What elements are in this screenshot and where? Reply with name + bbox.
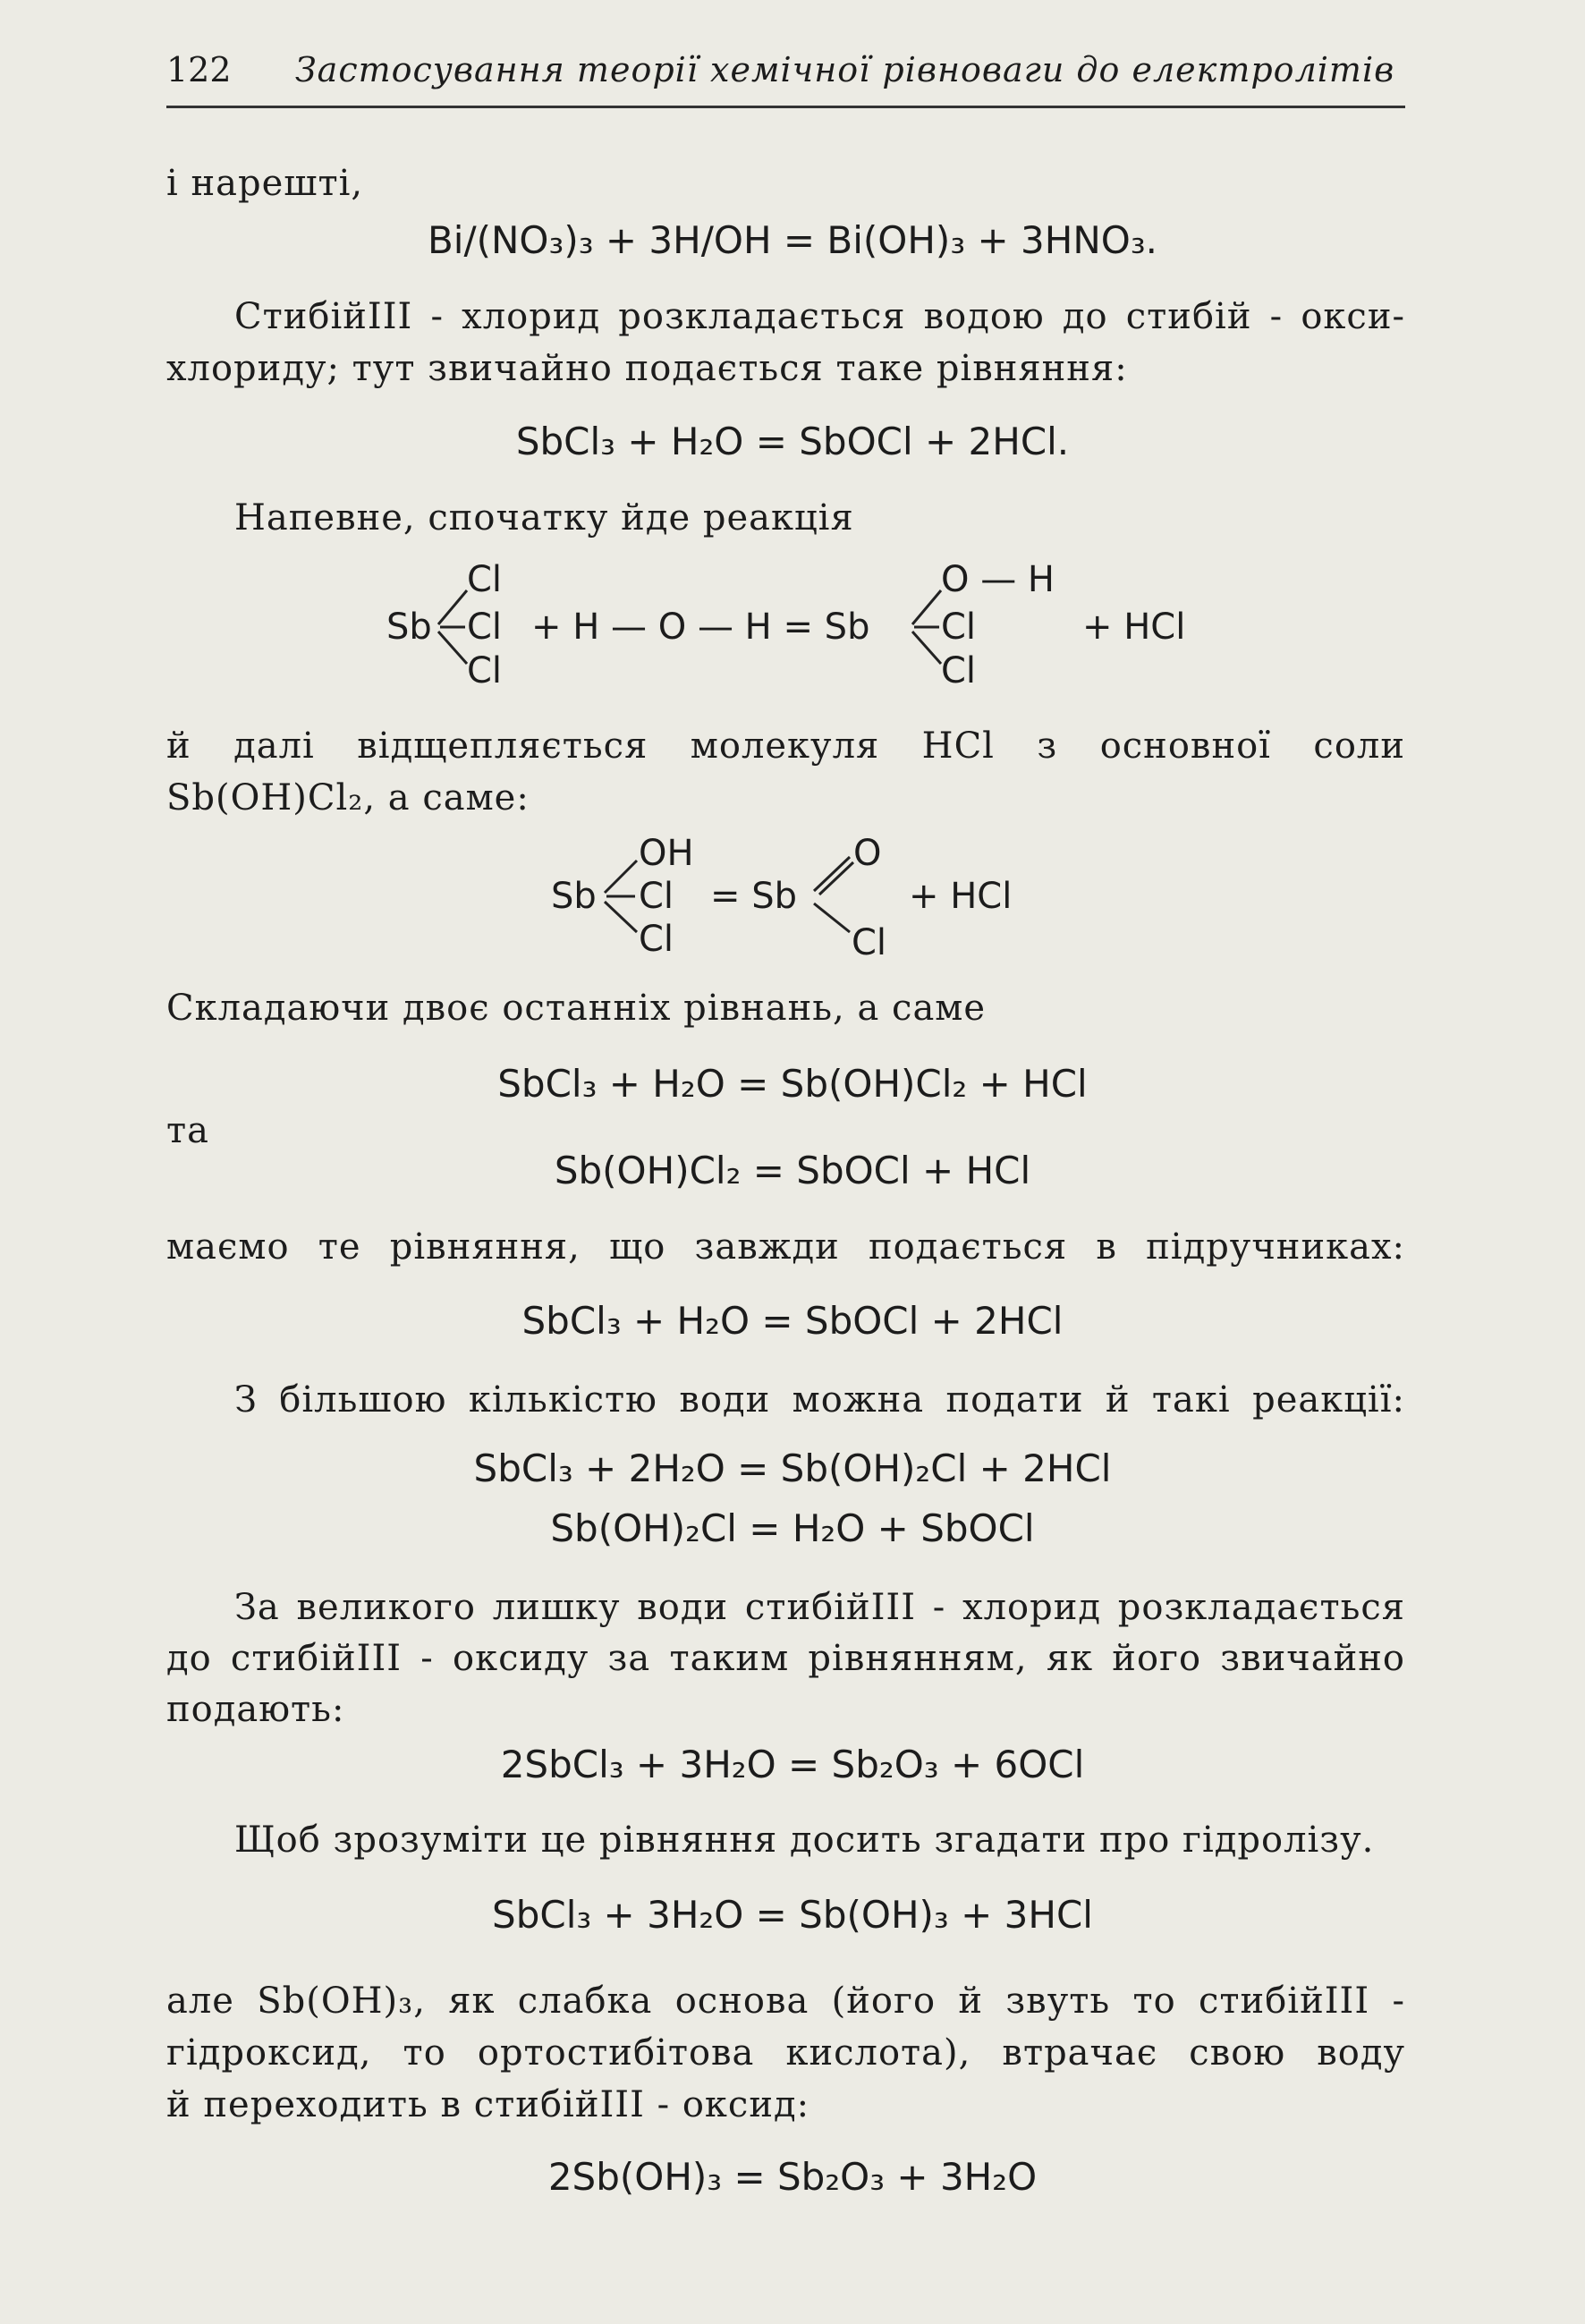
equation-10: 2Sb(OH)₃ = Sb₂O₃ + 3H₂O (547, 2155, 1038, 2199)
s1-cl-mid-left: Cl (467, 606, 503, 648)
s1-tail: + HCl (1082, 606, 1186, 648)
equation-8: 2SbCl₃ + 3H₂O = Sb₂O₃ + 6OCl (500, 1743, 1085, 1786)
s2-cl-bot-right: Cl (852, 922, 887, 963)
equation-1: Bi/(NO₃)₃ + 3H/OH = Bi(OH)₃ + 3HNO₃. (427, 218, 1158, 262)
s1-cl-bot-right: Cl (941, 650, 977, 691)
text-line-1: і нарешті, (166, 163, 364, 204)
s1-cl-top-left: Cl (467, 559, 503, 600)
text-line-6: Sb(OH)Cl₂, а саме: (166, 777, 530, 818)
s2-mid-eq: = Sb (710, 876, 798, 917)
text-line-10: З більшою кількістю води можна подати й такі реакції: (234, 1379, 1405, 1421)
text-line-16: гідроксид, то ортостибітова кислота), втрачає свою воду (166, 2032, 1405, 2074)
s1-sb-left: Sb (386, 606, 432, 648)
text-line-13: подають: (166, 1689, 345, 1730)
equation-6: SbCl₃ + 2H₂O = Sb(OH)₂Cl + 2HCl (473, 1446, 1112, 1490)
s1-cl-bot-left: Cl (467, 650, 503, 691)
running-title: Застосування теорії хемічної рівноваги до електролітів (295, 50, 1395, 89)
s2-sb-left: Sb (551, 876, 597, 917)
text-line-15: але Sb(OH)₃, як слабка основа (його й звуть то стибійIII - (166, 1980, 1405, 2022)
equation-5: SbCl₃ + H₂O = SbOCl + 2HCl (521, 1299, 1064, 1343)
equation-2: SbCl₃ + H₂O = SbOCl + 2HCl. (515, 420, 1070, 463)
text-line-17: й переходить в стибійIII - оксид: (166, 2084, 810, 2125)
s2-tail: + HCl (909, 876, 1013, 917)
s1-mid-chain: + H — O — H = Sb (531, 606, 870, 648)
equation-4: Sb(OH)Cl₂ = SbOCl + HCl (554, 1149, 1031, 1192)
s1-oh-top-right: O — H (941, 559, 1055, 600)
text-line-11: За великого лишку води стибійIII - хлорид розкладається (234, 1587, 1405, 1628)
text-line-7: Складаючи двоє останніх рівнань, а саме (166, 988, 987, 1029)
text-line-5: й далі відщепляється молекуля HCl з основної соли (166, 725, 1405, 767)
s2-oh-top-left: OH (639, 833, 694, 874)
equation-9: SbCl₃ + 3H₂O = Sb(OH)₃ + 3HCl (492, 1893, 1093, 1937)
text-line-14: Щоб зрозуміти це рівняння досить згадати про гідролізу. (234, 1819, 1375, 1861)
equation-3: SbCl₃ + H₂O = Sb(OH)Cl₂ + HCl (497, 1062, 1088, 1106)
text-line-8: та (166, 1110, 209, 1151)
text-line-12: до стибійIII - оксиду за таким рівнянням, як його звичайно (166, 1638, 1405, 1679)
s2-cl-mid-left: Cl (639, 876, 674, 917)
s2-bond-lines (0, 0, 1585, 984)
s2-cl-bot-left: Cl (639, 919, 674, 960)
text-line-2: СтибійIII - хлорид розкладається водою до стибій - окси- (234, 296, 1405, 337)
text-line-3: хлориду; тут звичайно подається таке рівняння: (166, 348, 1128, 389)
text-line-9: маємо те рівняння, що завжди подається в підручниках: (166, 1226, 1405, 1268)
s1-cl-mid-right: Cl (941, 606, 977, 648)
s2-o-top-right: O (853, 833, 882, 874)
page-number: 122 (166, 50, 232, 89)
equation-7: Sb(OH)₂Cl = H₂O + SbOCl (550, 1506, 1035, 1550)
text-line-4: Напевне, спочатку йде реакція (234, 497, 854, 539)
